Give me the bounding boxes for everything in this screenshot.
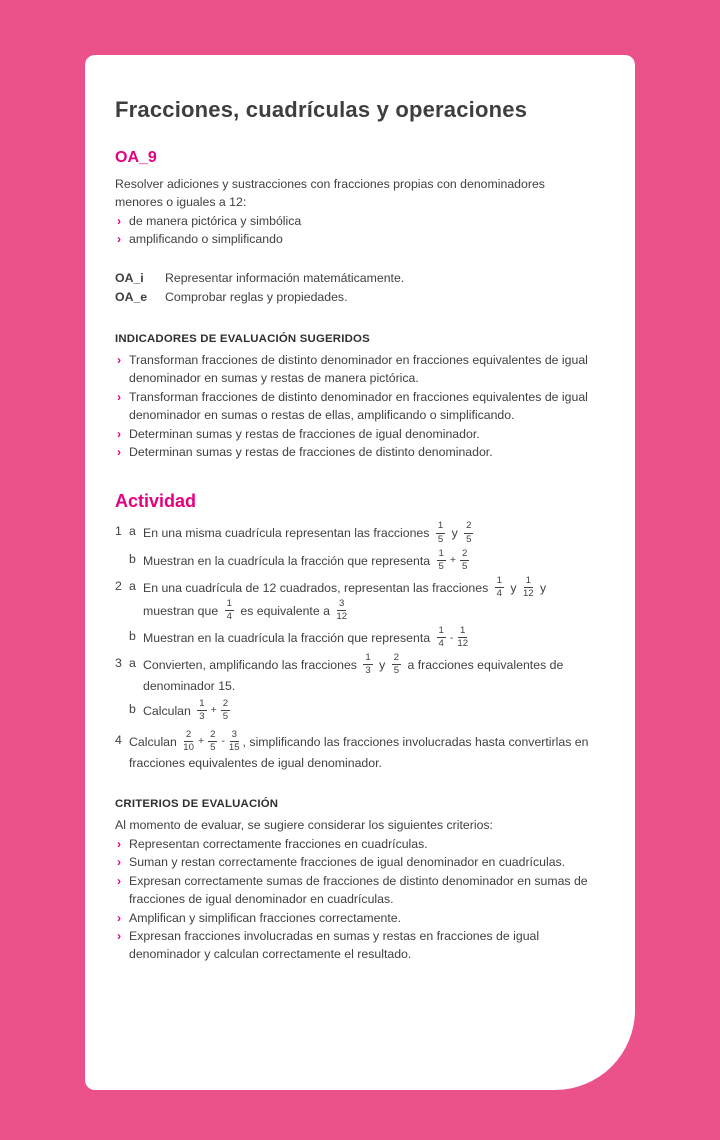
fraction xyxy=(437,549,446,572)
oa-ref-code: OA_e xyxy=(115,289,148,304)
fraction-denominator: 3 xyxy=(365,665,371,677)
fraction-numerator: 2 xyxy=(392,653,401,665)
fraction-denominator: 5 xyxy=(438,560,444,572)
oa-ref-row xyxy=(115,288,595,307)
item-text xyxy=(143,547,595,573)
bullet-text: de manera pictórica y simbólica xyxy=(129,213,302,228)
indicador-item xyxy=(115,425,595,443)
bullet-marker: › xyxy=(117,352,122,367)
bullet-text: Determinan sumas y restas de fracciones de igual denominador. xyxy=(129,426,480,441)
fraction-numerator: 1 xyxy=(524,576,533,588)
activity-item-3a xyxy=(115,654,595,696)
text-segment: , simplificando las fracciones involucradas hasta convertirlas en fracciones equivalentes de igual denominador. xyxy=(129,734,589,770)
text-segment: Calculan xyxy=(129,734,181,749)
actividad-heading: Actividad xyxy=(115,491,197,512)
oa-ref-row xyxy=(115,269,595,288)
text-segment: En una misma cuadrícula representan las fracciones xyxy=(143,526,433,541)
criterios-intro: Al momento de evaluar, se sugiere considerar los siguientes criterios: xyxy=(115,818,493,833)
fraction-numerator: 1 xyxy=(437,549,446,561)
item-letter: b xyxy=(129,551,136,566)
fraction-numerator: 2 xyxy=(464,521,473,533)
fraction-denominator: 4 xyxy=(496,587,502,599)
activity-item-4 xyxy=(115,728,595,773)
fraction xyxy=(336,599,347,622)
criterio-item xyxy=(115,853,595,871)
minus-operator: - xyxy=(221,735,225,748)
item-letter: a xyxy=(129,656,136,671)
page-title: Fracciones, cuadrículas y operaciones xyxy=(115,97,528,122)
item-letter: b xyxy=(129,628,136,643)
text-segment: Muestran en la cuadrícula la fracción que representa xyxy=(143,553,434,568)
activity-item-2b xyxy=(115,624,595,650)
fraction-denominator: 3 xyxy=(199,710,205,722)
bullet-text: Suman y restan correctamente fracciones de igual denominador en cuadrículas. xyxy=(129,855,566,870)
bullet-marker: › xyxy=(117,445,122,460)
text-segment: y xyxy=(375,657,389,672)
criterios-heading: CRITERIOS DE EVALUACIÓN xyxy=(115,798,279,811)
item-text xyxy=(143,697,595,723)
fraction-numerator: 1 xyxy=(495,576,504,588)
fraction xyxy=(460,549,469,572)
fraction xyxy=(221,699,230,722)
oa-ref-code: OA_i xyxy=(115,270,144,285)
bullet-text: Determinan sumas y restas de fracciones de distinto denominador. xyxy=(129,445,493,460)
fraction-numerator: 1 xyxy=(458,626,467,638)
indicador-item xyxy=(115,443,595,461)
fraction xyxy=(183,730,194,753)
oa-ref-text: Comprobar reglas y propiedades. xyxy=(165,289,348,304)
indicador-item xyxy=(115,388,595,425)
fraction xyxy=(363,653,372,676)
fraction-numerator: 2 xyxy=(208,730,217,742)
plus-operator: + xyxy=(197,735,205,748)
criterio-item xyxy=(115,927,595,964)
item-text xyxy=(129,728,595,773)
bullet-text: Expresan correctamente sumas de fracciones de distinto denominador en sumas de fracciones de igual denominador en cuadrículas. xyxy=(129,873,588,907)
item-text xyxy=(143,522,595,545)
fraction xyxy=(436,521,445,544)
bullet-text: Transforman fracciones de distinto denominador en fracciones equivalentes de igual denominador en sumas o restas de ellas, amplificando o simplificando. xyxy=(129,389,588,423)
text-segment: y xyxy=(448,526,462,541)
criterio-item xyxy=(115,909,595,927)
text-segment: Convierten, amplificando las fracciones xyxy=(143,657,361,672)
bullet-text: Amplifican y simplifican fracciones correctamente. xyxy=(129,910,401,925)
bullet-text: Transforman fracciones de distinto denominador en fracciones equivalentes de igual denominador en sumas y restas de manera pictórica. xyxy=(129,352,588,386)
plus-operator: + xyxy=(449,554,456,567)
oa9-intro: Resolver adiciones y sustracciones con fracciones propias con denominadores menores o iguales a 12: xyxy=(115,177,545,210)
indicadores-heading: INDICADORES DE EVALUACIÓN SUGERIDOS xyxy=(115,332,370,345)
fraction-numerator: 1 xyxy=(437,626,446,638)
criterio-item xyxy=(115,872,595,909)
bullet-marker: › xyxy=(117,928,122,943)
bullet-text: Expresan fracciones involucradas en sumas y restas en fracciones de igual denominador y calculan correctamente el resultado. xyxy=(129,928,540,962)
item-letter: a xyxy=(129,578,136,593)
item-number: 3 xyxy=(115,656,122,671)
item-text xyxy=(143,654,595,696)
fraction xyxy=(208,730,217,753)
fraction-denominator: 5 xyxy=(437,533,444,545)
fraction-denominator: 12 xyxy=(522,587,534,599)
fraction-denominator: 5 xyxy=(222,710,229,722)
fraction-numerator: 2 xyxy=(460,549,469,561)
fraction-denominator: 4 xyxy=(438,638,444,650)
fraction-denominator: 12 xyxy=(336,610,348,622)
oa-ref-text: Representar información matemáticamente. xyxy=(165,270,405,285)
item-letter: b xyxy=(129,701,136,716)
fraction-numerator: 1 xyxy=(197,699,206,711)
item-letter: a xyxy=(129,524,136,539)
fraction xyxy=(225,599,234,622)
fraction-numerator: 3 xyxy=(230,730,239,742)
fraction xyxy=(197,699,206,722)
fraction xyxy=(457,626,468,649)
fraction xyxy=(495,576,504,599)
fraction-denominator: 5 xyxy=(466,533,472,545)
bullet-marker: › xyxy=(117,389,122,404)
fraction xyxy=(229,730,240,753)
fraction-denominator: 12 xyxy=(457,638,469,650)
oa9-bullet-item xyxy=(115,212,595,230)
indicador-item xyxy=(115,351,595,388)
criterio-item xyxy=(115,835,595,853)
activity-item-3b xyxy=(115,697,595,723)
item-text xyxy=(143,574,595,623)
fraction-denominator: 4 xyxy=(226,610,232,622)
bullet-marker: › xyxy=(117,836,122,851)
plus-operator: + xyxy=(210,704,217,717)
bullet-marker: › xyxy=(117,213,122,228)
bullet-text: Representan correctamente fracciones en cuadrículas. xyxy=(129,836,428,851)
text-segment: Muestran en la cuadrícula la fracción que representa xyxy=(143,630,434,645)
fraction-denominator: 10 xyxy=(183,741,194,753)
oa-references xyxy=(115,269,595,307)
fraction-numerator: 3 xyxy=(337,599,346,611)
item-text xyxy=(143,624,595,650)
text-segment: Calculan xyxy=(143,703,195,718)
oa9-heading: OA_9 xyxy=(115,149,157,166)
bullet-marker: › xyxy=(117,855,122,870)
fraction-denominator: 5 xyxy=(393,665,400,677)
fraction xyxy=(523,576,534,599)
fraction-denominator: 15 xyxy=(228,741,240,753)
bullet-marker: › xyxy=(117,873,122,888)
bullet-text: amplificando o simplificando xyxy=(129,232,283,247)
minus-operator: - xyxy=(449,631,454,644)
fraction-numerator: 1 xyxy=(363,653,372,665)
activity-item-2a xyxy=(115,574,595,623)
content-card xyxy=(85,55,635,1090)
text-segment: y xyxy=(506,580,520,595)
fraction xyxy=(437,626,446,649)
item-number: 2 xyxy=(115,578,122,593)
fraction-numerator: 2 xyxy=(221,699,230,711)
item-number: 4 xyxy=(115,732,122,747)
text-segment: y muestran que xyxy=(143,580,547,618)
text-segment: En una cuadrícula de 12 cuadrados, representan las fracciones xyxy=(143,580,492,595)
activity-item-1a xyxy=(115,522,595,545)
fraction-denominator: 5 xyxy=(462,560,468,572)
fraction-numerator: 1 xyxy=(225,599,234,611)
bullet-marker: › xyxy=(117,232,122,247)
text-segment: es equivalente a xyxy=(236,603,334,618)
fraction-numerator: 2 xyxy=(184,730,193,742)
fraction xyxy=(464,521,473,544)
text-segment: a fracciones equivalentes de denominador 15. xyxy=(143,657,564,694)
bullet-marker: › xyxy=(117,426,122,441)
bullet-marker: › xyxy=(117,910,122,925)
item-number: 1 xyxy=(115,524,122,539)
oa9-bullet-item xyxy=(115,230,595,248)
fraction-denominator: 5 xyxy=(210,741,216,753)
activity-item-1b xyxy=(115,547,595,573)
fraction xyxy=(392,653,401,676)
fraction-numerator: 1 xyxy=(436,521,445,533)
